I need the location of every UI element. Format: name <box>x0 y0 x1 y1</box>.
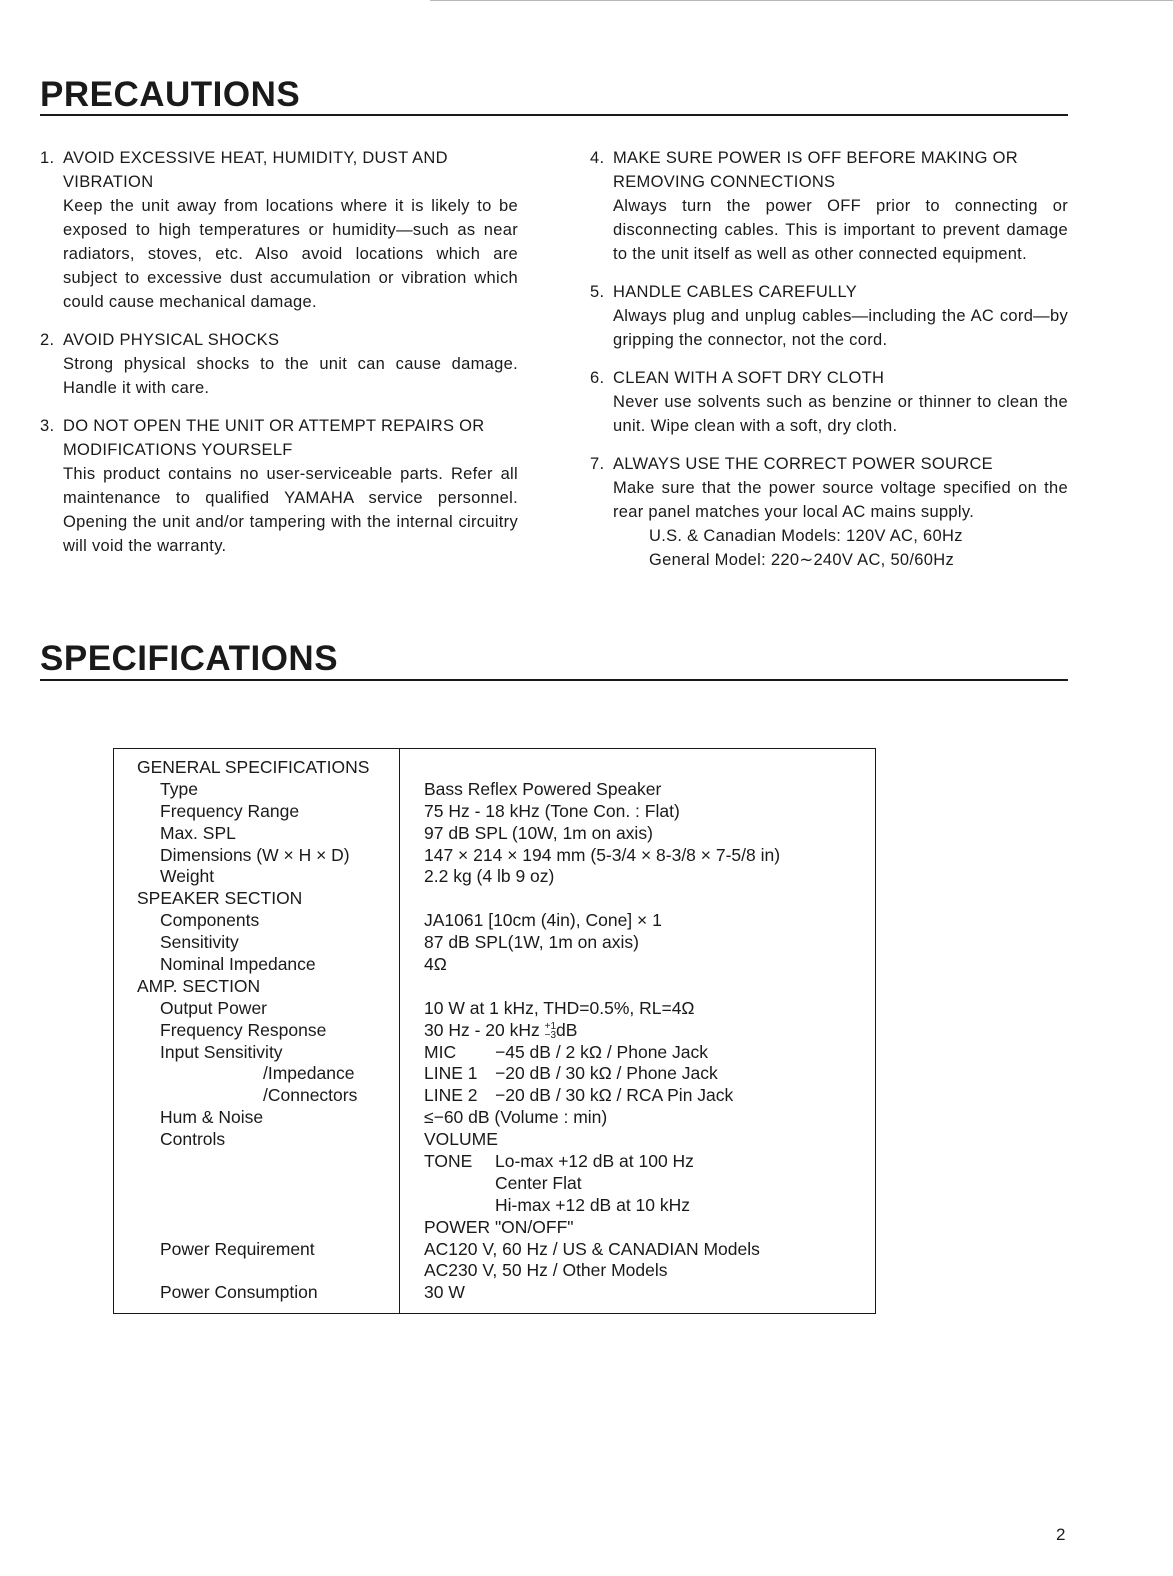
precaution-body: Keep the unit away from locations where it is likely to be exposed to high temperatures or humidity—such as near radiators, stoves, etc. Also avoid locations which are subject to excessive dust accumulation or vibration which could cause mechanical damage. <box>63 197 518 311</box>
spec-value-power-req-1: AC120 V, 60 Hz / US & CANADIAN Models <box>424 1238 760 1259</box>
spec-value-volume: VOLUME <box>424 1129 498 1150</box>
precaution-body: Always plug and unplug cables—including the AC cord—by gripping the connector, not the cord. <box>613 307 1068 349</box>
spec-value-power-consumption: 30 W <box>424 1282 465 1303</box>
precaution-title: DO NOT OPEN THE UNIT OR ATTEMPT REPAIRS OR MODIFICATIONS YOURSELF <box>63 417 485 459</box>
spec-value-power-req-2: AC230 V, 50 Hz / Other Models <box>424 1260 668 1281</box>
precautions-rule <box>40 114 1068 116</box>
spec-value-weight: 2.2 kg (4 lb 9 oz) <box>424 866 555 887</box>
spec-value-power-switch: POWER "ON/OFF" <box>424 1216 574 1237</box>
input-label: LINE 1 <box>424 1063 478 1084</box>
spec-labels-column <box>137 757 369 1304</box>
precaution-body: Always turn the power OFF prior to connecting or disconnecting cables. This is important to prevent damage to the unit itself as well as other connected equipment. <box>613 197 1068 263</box>
precaution-title: HANDLE CABLES CAREFULLY <box>613 283 858 301</box>
spec-table-divider <box>399 748 400 1314</box>
input-value: −20 dB / 30 kΩ / Phone Jack <box>495 1063 718 1084</box>
precaution-item <box>590 146 1068 266</box>
precaution-number: 1. <box>40 149 55 167</box>
spec-label: /Impedance <box>263 1063 355 1084</box>
input-value: −20 dB / 30 kΩ / RCA Pin Jack <box>495 1085 734 1106</box>
precaution-body: Strong physical shocks to the unit can cause damage. Handle it with care. <box>63 355 518 397</box>
precautions-right-column <box>590 146 1068 586</box>
precaution-item <box>590 280 1068 352</box>
precaution-number: 4. <box>590 149 605 167</box>
precaution-title: CLEAN WITH A SOFT DRY CLOTH <box>613 369 885 387</box>
spec-label: Weight <box>160 866 215 887</box>
spec-label: Nominal Impedance <box>160 954 316 975</box>
precaution-item <box>40 146 518 314</box>
spec-label: Hum & Noise <box>160 1107 264 1128</box>
input-label: LINE 2 <box>424 1085 478 1106</box>
spec-label: Type <box>160 778 198 799</box>
spec-value-hum-noise: ≤−60 dB (Volume : min) <box>424 1107 608 1128</box>
precaution-title: MAKE SURE POWER IS OFF BEFORE MAKING OR REMOVING CONNECTIONS <box>613 149 1018 191</box>
page-number: 2 <box>1056 1525 1066 1544</box>
freq-response-tolerance <box>545 1022 556 1040</box>
precaution-title: AVOID PHYSICAL SHOCKS <box>63 331 280 349</box>
spec-section-label: AMP. SECTION <box>137 975 261 996</box>
precaution-item <box>590 366 1068 438</box>
spec-label: Output Power <box>160 997 267 1018</box>
spec-value-sensitivity: 87 dB SPL(1W, 1m on axis) <box>424 932 639 953</box>
spec-value-tone-lo <box>424 1151 780 1173</box>
spec-value-type: Bass Reflex Powered Speaker <box>424 778 662 799</box>
spec-section-label: GENERAL SPECIFICATIONS <box>137 757 370 777</box>
precautions-left-column <box>40 146 518 572</box>
input-label: MIC <box>424 1041 457 1062</box>
spec-label: Frequency Range <box>160 800 300 821</box>
power-source-us-canada: U.S. & Canadian Models: 120V AC, 60Hz <box>649 527 963 545</box>
spec-label: Dimensions (W × H × D) <box>160 844 350 865</box>
spec-value-mic <box>424 1042 780 1064</box>
spec-label: Input Sensitivity <box>160 1041 283 1062</box>
specifications-rule <box>40 679 1068 681</box>
precaution-body: Never use solvents such as benzine or thinner to clean the unit. Wipe clean with a soft, dry cloth. <box>613 393 1068 435</box>
spec-value-tone-hi <box>424 1195 780 1217</box>
spec-label: Controls <box>160 1129 226 1150</box>
input-value: −45 dB / 2 kΩ / Phone Jack <box>495 1041 708 1062</box>
spec-value-tone-center <box>424 1173 780 1195</box>
spec-value-frequency-range: 75 Hz - 18 kHz (Tone Con. : Flat) <box>424 800 680 821</box>
precaution-title: AVOID EXCESSIVE HEAT, HUMIDITY, DUST AND VIBRATION <box>63 149 448 191</box>
spec-label: Sensitivity <box>160 932 239 953</box>
tolerance-plus: +1 <box>544 1021 557 1033</box>
spec-value-frequency-response <box>424 1020 780 1042</box>
spec-value-impedance: 4Ω <box>424 954 447 975</box>
precaution-item <box>40 414 518 558</box>
spec-value-components: JA1061 [10cm (4in), Cone] × 1 <box>424 910 662 931</box>
top-edge-rule <box>430 0 1173 1</box>
spec-value-dimensions: 147 × 214 × 194 mm (5-3/4 × 8-3/8 × 7-5/8 in) <box>424 844 781 865</box>
precaution-body: This product contains no user-serviceable parts. Refer all maintenance to qualified YAMAHA service personnel. Opening the unit and/or tampering with the internal circuitry will void the warranty. <box>63 465 518 555</box>
tolerance-minus: −3 <box>544 1030 557 1042</box>
tone-label: TONE <box>424 1151 473 1172</box>
freq-response-unit: dB <box>556 1019 578 1040</box>
tone-lo-value: Lo-max +12 dB at 100 Hz <box>495 1151 694 1172</box>
precaution-number: 5. <box>590 283 605 301</box>
precaution-number: 6. <box>590 369 605 387</box>
freq-response-range: 30 Hz - 20 kHz <box>424 1019 545 1040</box>
spec-value-line2 <box>424 1085 780 1107</box>
precaution-number: 2. <box>40 331 55 349</box>
spec-label: Power Requirement <box>160 1238 315 1259</box>
power-source-general: General Model: 220∼240V AC, 50/60Hz <box>649 551 955 569</box>
spec-label: Frequency Response <box>160 1019 327 1040</box>
precaution-item <box>590 452 1068 572</box>
precaution-title: ALWAYS USE THE CORRECT POWER SOURCE <box>613 455 993 473</box>
spec-value-line1 <box>424 1063 780 1085</box>
specifications-heading: SPECIFICATIONS <box>40 639 339 678</box>
precaution-number: 7. <box>590 455 605 473</box>
spec-label: Max. SPL <box>160 822 236 843</box>
spec-value-output-power: 10 W at 1 kHz, THD=0.5%, RL=4Ω <box>424 997 695 1018</box>
spec-values-column <box>424 757 780 1304</box>
precaution-body: Make sure that the power source voltage specified on the rear panel matches your local AC mains supply. <box>613 479 1068 521</box>
precaution-item <box>40 328 518 400</box>
tone-center-value: Center Flat <box>495 1172 582 1193</box>
spec-label: /Connectors <box>263 1085 358 1106</box>
spec-section-label: SPEAKER SECTION <box>137 888 303 909</box>
precautions-heading: PRECAUTIONS <box>40 75 301 114</box>
spec-label: Power Consumption <box>160 1282 318 1303</box>
precaution-number: 3. <box>40 417 55 435</box>
spec-label: Components <box>160 910 260 931</box>
spec-value-max-spl: 97 dB SPL (10W, 1m on axis) <box>424 822 653 843</box>
tone-hi-value: Hi-max +12 dB at 10 kHz <box>495 1194 691 1215</box>
